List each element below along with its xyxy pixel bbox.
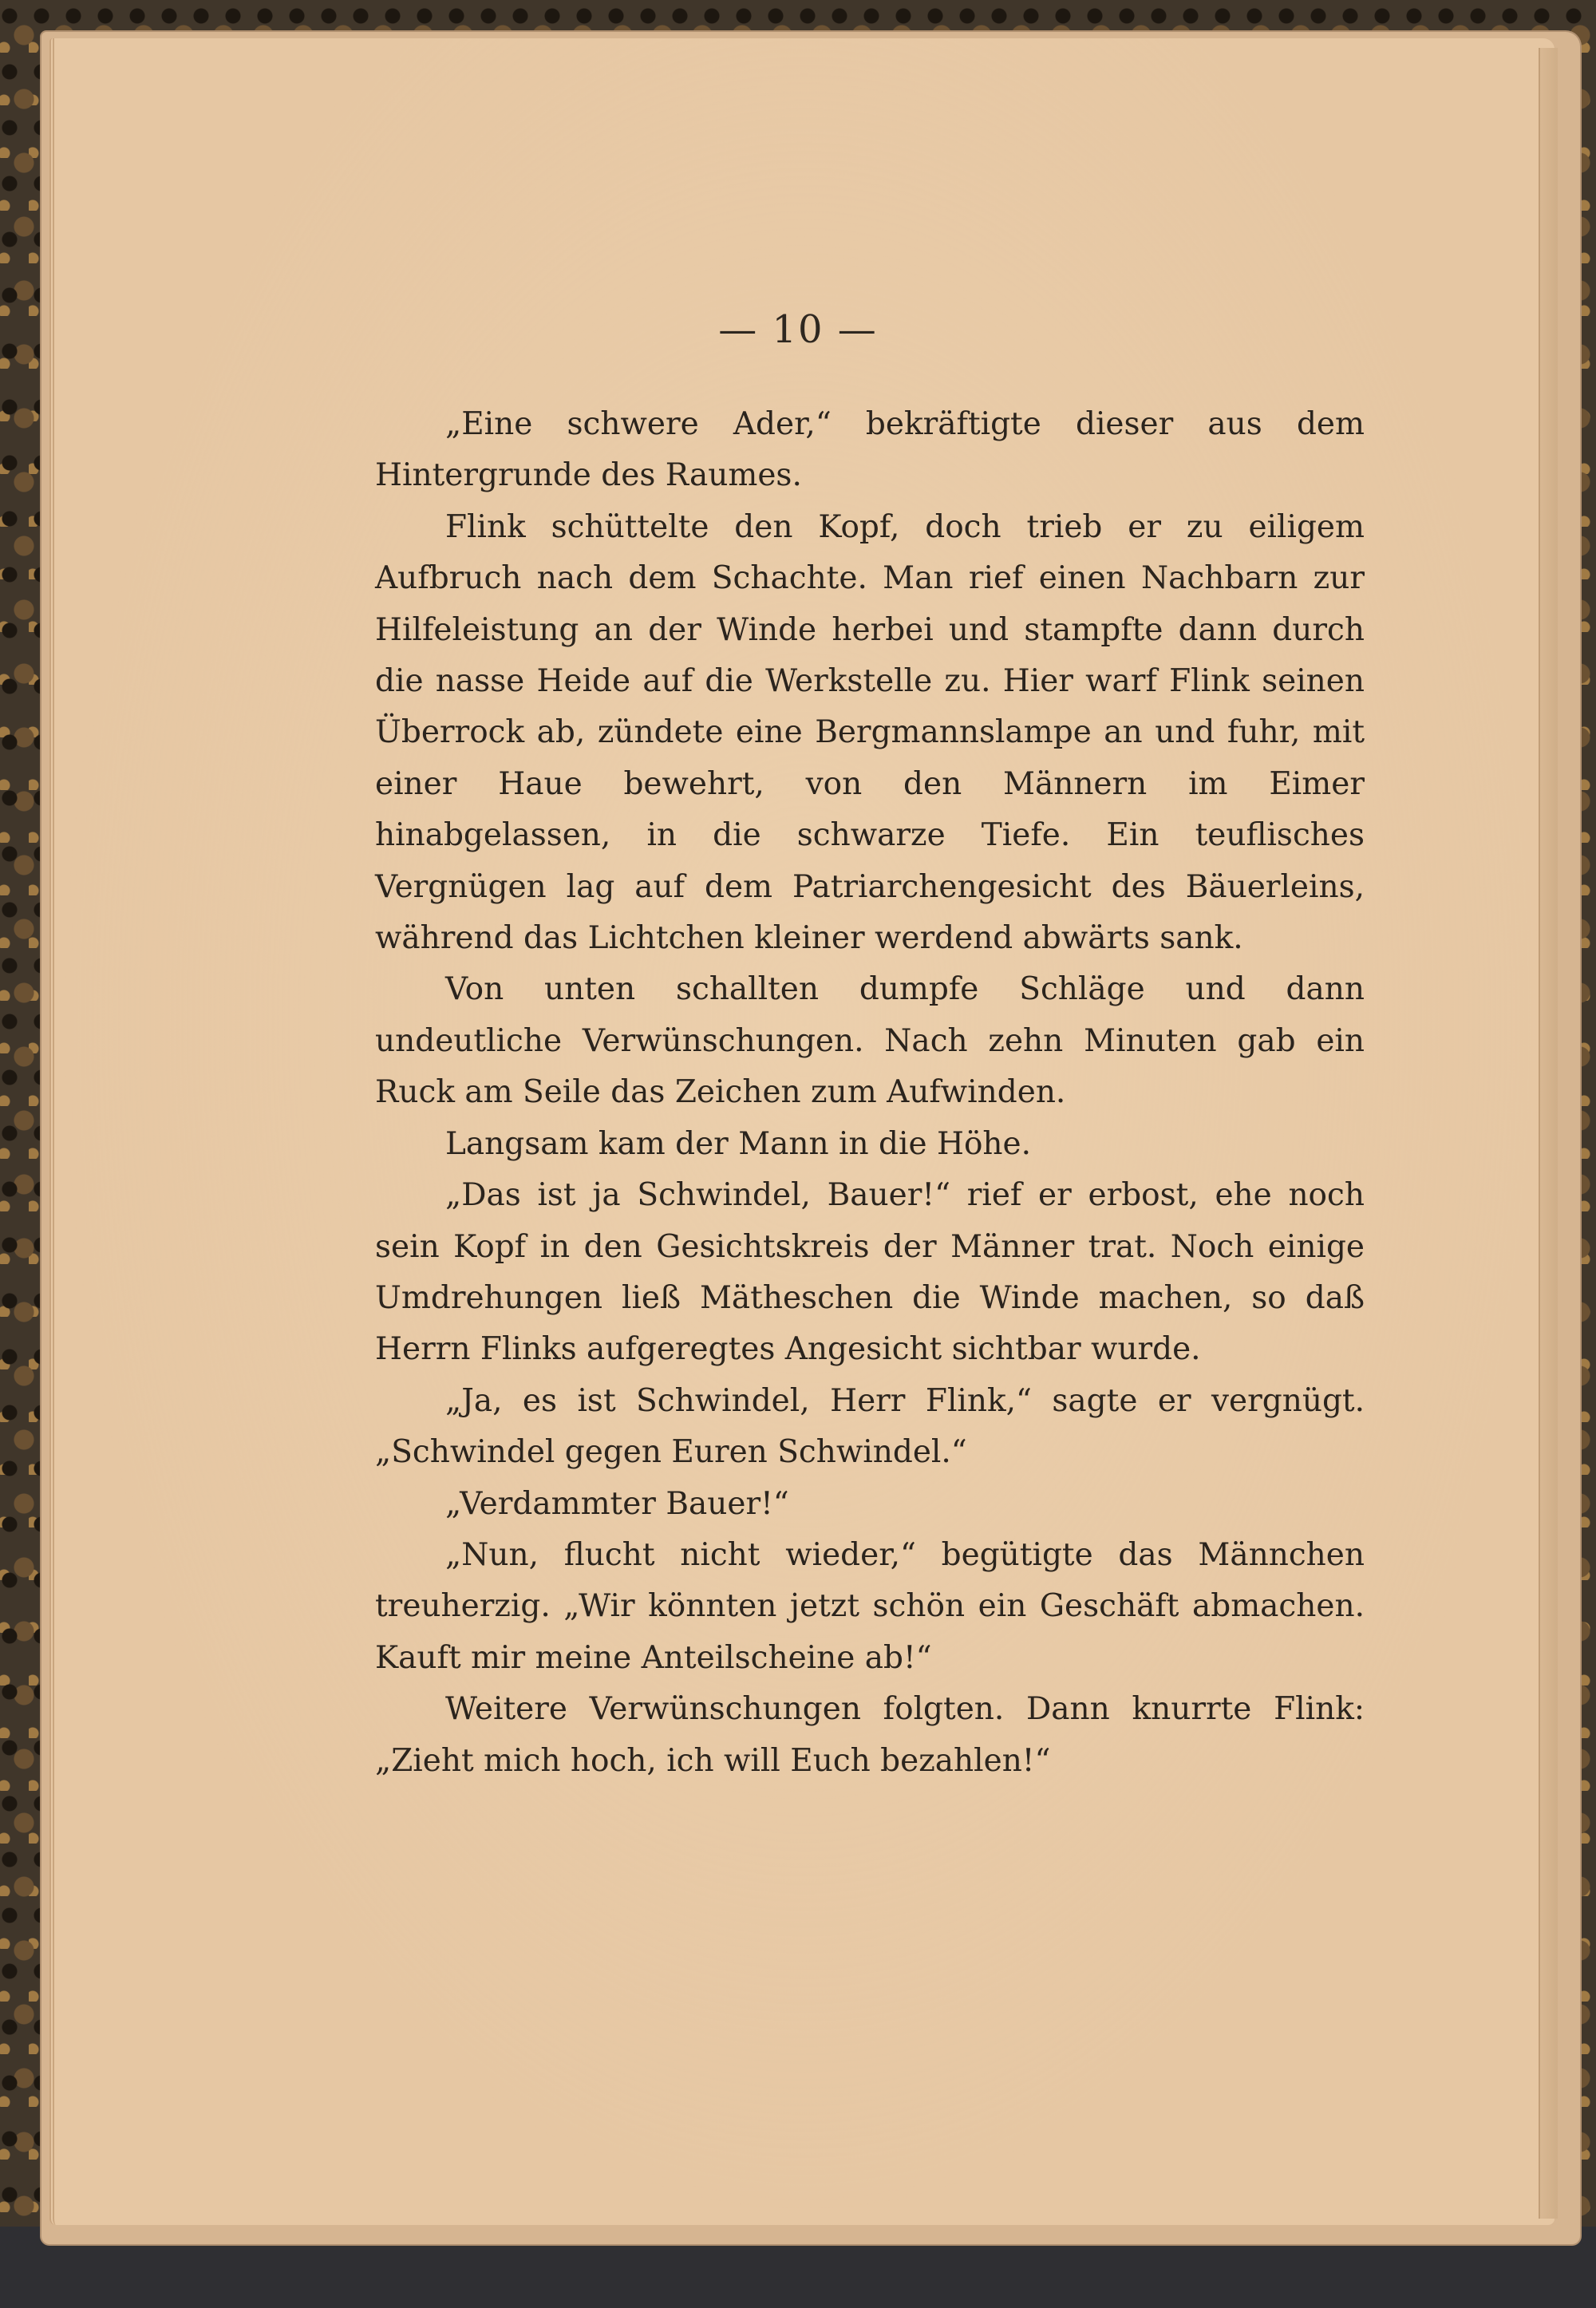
paragraph: „Verdammter Bauer!“ xyxy=(445,1485,789,1522)
paragraph: Weitere Verwünschungen folgten. Dann knurrte Flink: „Zieht mich hoch, ich will Euch bezahlen!“ xyxy=(375,1691,1365,1779)
page-number: — 10 — xyxy=(718,307,878,352)
paragraph: „Nun, flucht nicht wieder,“ begütigte das Männchen treuherzig. „Wir könnten jetzt schön ein Geschäft abmachen. Kauft mir meine Anteilscheine ab!“ xyxy=(375,1536,1365,1676)
paragraph: „Ja, es ist Schwindel, Herr Flink,“ sagte er vergnügt. „Schwindel gegen Euren Schwindel.“ xyxy=(375,1382,1365,1471)
paragraph: „Eine schwere Ader,“ bekräftigte dieser aus dem Hintergrunde des Raumes. xyxy=(375,406,1365,494)
paragraph: Von unten schallten dumpfe Schläge und dann undeutliche Verwünschungen. Nach zehn Minuten gab ein Ruck am Seile das Zeichen zum Aufwinden. xyxy=(375,971,1365,1111)
paragraph: Flink schüttelte den Kopf, doch trieb er zu eiligem Aufbruch nach dem Schachte. Man rief einen Nachbarn zur Hilfeleistung an der Winde herbei und stampfte dann durch die nasse Heide auf die Werkstelle zu. Hier warf Flink seinen Überrock ab, zündete eine Bergmannslampe an und fuhr, mit einer Haue bewehrt, von den Männern im Eimer hinabgelassen, in die schwarze Tiefe. Ein teuflisches Vergnügen lag auf dem Patriarchengesicht des Bäuerleins, während das Lichtchen kleiner werdend abwärts sank. xyxy=(375,508,1365,957)
paragraph: Langsam kam der Mann in die Höhe. xyxy=(445,1125,1032,1162)
page-edges xyxy=(1539,48,1558,2219)
paragraph: „Das ist ja Schwindel, Bauer!“ rief er erbost, ehe noch sein Kopf in den Gesichtskreis der Männer trat. Noch einige Umdrehungen ließ Mätheschen die Winde machen, so daß Herrn Flinks aufgeregtes Angesicht sichtbar wurde. xyxy=(375,1177,1365,1368)
body-text xyxy=(375,399,1365,1787)
